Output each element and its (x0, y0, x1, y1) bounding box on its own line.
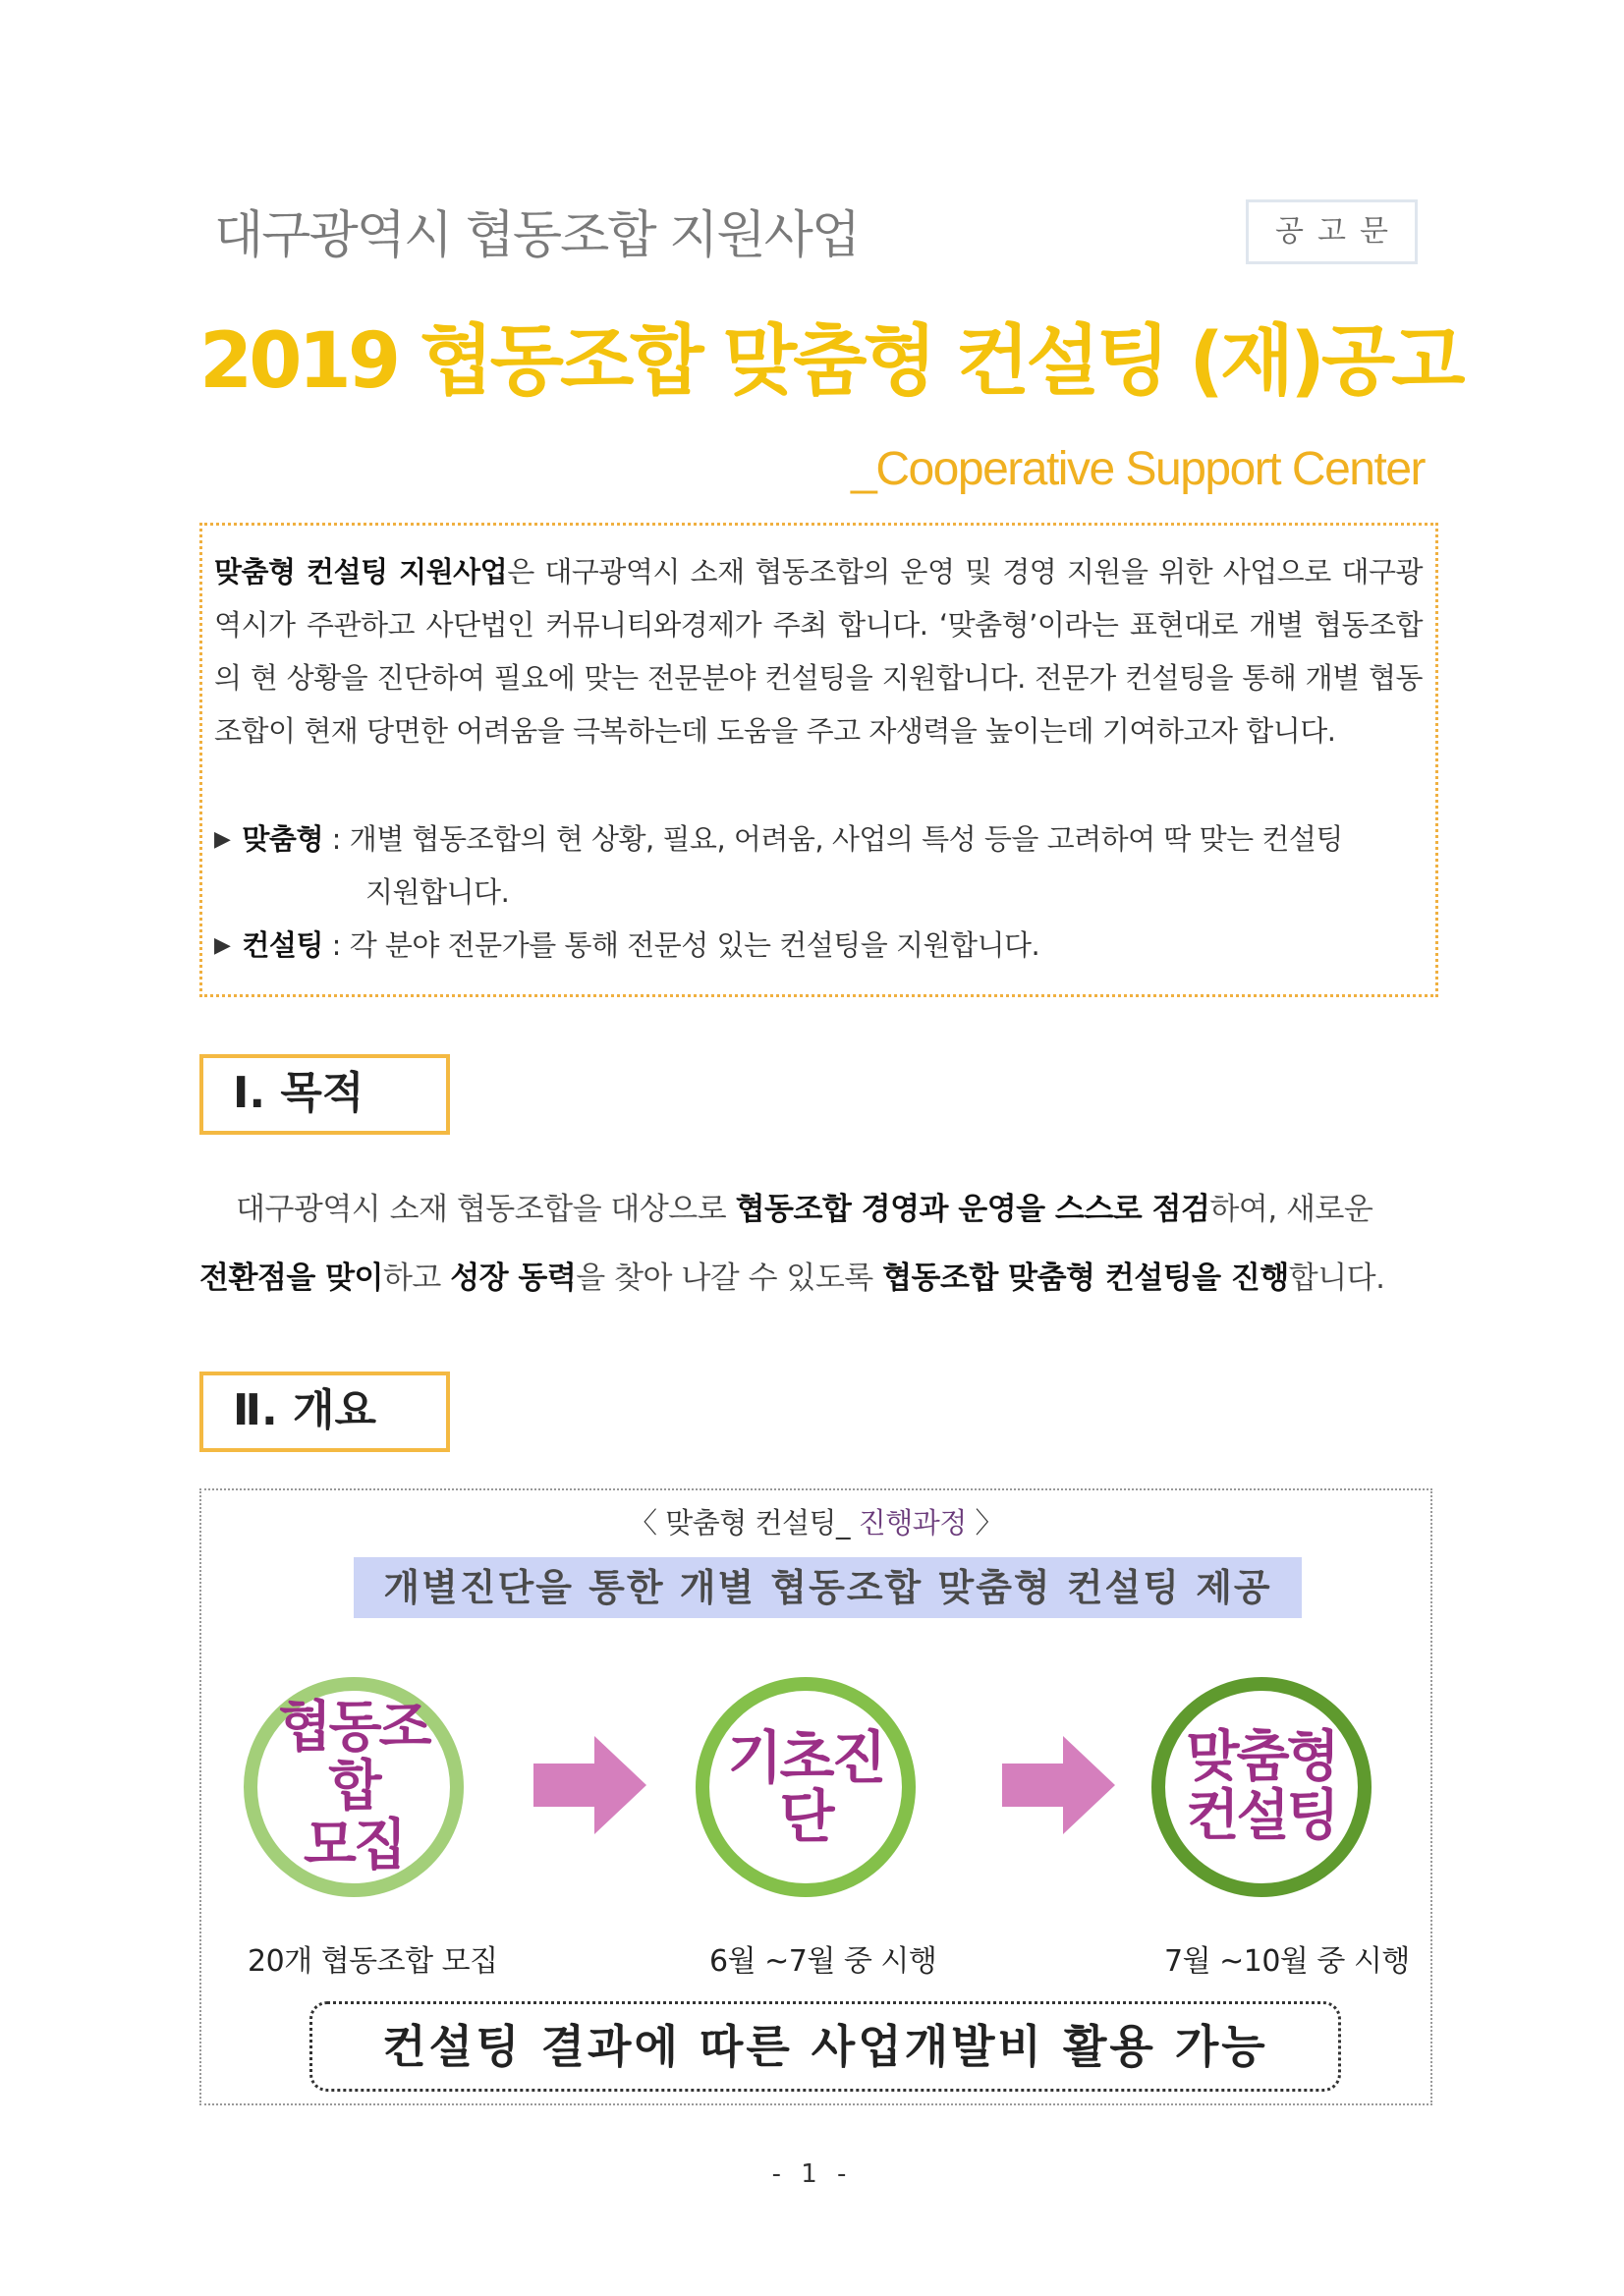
right-arrow-icon (533, 1736, 646, 1834)
step-label: 협동조합 (278, 1696, 429, 1819)
step-circle-diagnosis (696, 1677, 916, 1897)
right-arrow-icon (1002, 1736, 1115, 1834)
page-number: - 1 - (771, 2159, 853, 2189)
purpose-text: 하여, 새로운 (1209, 1192, 1373, 1227)
intro-lead-bold: 맞춤형 컨설팅 지원사업 (214, 555, 508, 588)
intro-paragraph (214, 545, 1423, 757)
bullet-consulting (214, 919, 1423, 976)
purpose-paragraph (199, 1175, 1428, 1313)
purpose-emphasis: 전환점을 맞이 (199, 1260, 383, 1296)
step-caption: 6월 ~7월 중 시행 (709, 1944, 937, 1979)
document-supertitle: 대구광역시 협동조합 지원사업 (214, 206, 860, 265)
bullet-separator: : (322, 822, 350, 856)
step-label: 기초진단 (727, 1724, 884, 1850)
bullet-term: 컨설팅 (242, 928, 323, 962)
step-circle-recruit (244, 1677, 464, 1897)
process-caption: 〈 맞춤형 컨설팅_ 진행과정 〉 (628, 1506, 1004, 1540)
bullet-separator: : (322, 928, 350, 962)
step-caption: 20개 협동조합 모집 (248, 1944, 498, 1979)
bullet-text: 개별 협동조합의 현 상황, 필요, 어려움, 사업의 특성 등을 고려하여 딱 맞는 컨설팅 (349, 822, 1343, 856)
step-circle-consulting (1151, 1677, 1372, 1897)
notice-badge: 공고문 (1246, 199, 1418, 264)
bullet-text: 각 분야 전문가를 통해 전문성 있는 컨설팅을 지원합니다. (349, 928, 1040, 962)
step-label: 맞춤형 (1186, 1725, 1337, 1789)
bullet-term: 맞춤형 (242, 822, 323, 856)
purpose-text: 대구광역시 소재 협동조합을 대상으로 (236, 1192, 736, 1227)
purpose-emphasis: 협동조합 경영과 운영을 스스로 점검 (735, 1192, 1210, 1227)
bullet-custom-continued: 지원합니다. (365, 875, 510, 909)
purpose-text: 합니다. (1288, 1260, 1385, 1296)
section-heading-overview: Ⅱ. 개요 (199, 1372, 450, 1452)
step-label: 컨설팅 (1186, 1784, 1337, 1848)
result-note: 컨설팅 결과에 따른 사업개발비 활용 가능 (309, 2001, 1341, 2092)
purpose-text: 하고 (382, 1260, 451, 1296)
process-caption-highlight: 진행과정 (858, 1506, 967, 1540)
bullet-marker-icon: ▶ (214, 933, 231, 958)
step-caption: 7월 ~10월 중 시행 (1164, 1944, 1410, 1979)
purpose-emphasis: 성장 동력 (450, 1260, 577, 1296)
intro-lead-text: 은 대구광역시 소재 협동조합의 운영 및 경영 지원을 위한 사업으로 대구광역시가 주관하고 사단법인 커뮤니티와경제가 주최 합니다. ‘맞춤형’이라는 표현대로 개별 협동조합의 현 상황을 진단하여 필요에 맞는 전문분야 컨설팅을 지원합니다. 전문가 컨설팅을 통해 개별 협동조합이 현재 당면한 어려움을 극복하는데 도움을 주고 자생력을 높이는데 기여하고자 합니다. (214, 555, 1423, 748)
purpose-emphasis: 협동조합 맞춤형 컨설팅을 진행 (882, 1260, 1289, 1296)
process-banner: 개별진단을 통한 개별 협동조합 맞춤형 컨설팅 제공 (354, 1557, 1302, 1618)
document-title: 2019 협동조합 맞춤형 컨설팅 (재)공고 (199, 317, 1462, 406)
purpose-text: 을 찾아 나갈 수 있도록 (576, 1260, 883, 1296)
document-subtitle: _Cooperative Support Center (851, 443, 1425, 495)
section-heading-purpose: Ⅰ. 목적 (199, 1054, 450, 1135)
bullet-custom (214, 812, 1423, 869)
step-label: 모집 (303, 1814, 405, 1877)
bullet-marker-icon: ▶ (214, 827, 231, 852)
